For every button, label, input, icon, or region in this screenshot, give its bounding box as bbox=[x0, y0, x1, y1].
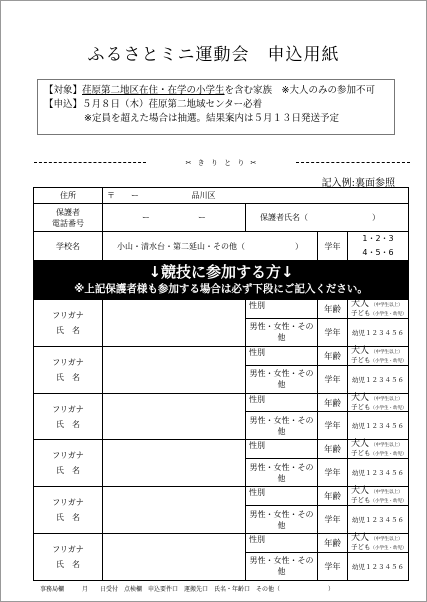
age-label: 年齢 bbox=[318, 300, 348, 319]
banner bbox=[34, 261, 409, 300]
gender-label: 性別 bbox=[246, 346, 318, 365]
banner-title: ↓競技に参加する方↓ bbox=[148, 263, 294, 281]
gender-label: 性別 bbox=[246, 440, 318, 459]
guardian-name-close: ） bbox=[372, 213, 380, 222]
cut-dash-right bbox=[296, 162, 410, 163]
adult-note: （中学生以上） bbox=[371, 443, 403, 449]
banner-subtitle: ※上記保護者様も参加する場合は必ず下段にご記入ください。 bbox=[74, 283, 368, 295]
name-label: 氏 名 bbox=[56, 513, 80, 523]
child-option bbox=[351, 544, 408, 552]
furigana-label: フリガナ bbox=[52, 357, 84, 367]
cut-label: ✂ き り と り ✂ bbox=[185, 159, 259, 167]
gender-options[interactable]: 男性・女性・その他 bbox=[246, 552, 318, 580]
furigana-label: フリガナ bbox=[52, 310, 84, 320]
adult-label: 大人 bbox=[351, 533, 370, 544]
address-field[interactable] bbox=[103, 188, 409, 204]
adult-note: （中学生以上） bbox=[371, 303, 403, 308]
guardian-label-1: 保護者 bbox=[56, 207, 80, 217]
school-options: 小山・清水台・第二延山・その他（ bbox=[117, 241, 245, 251]
participant-row bbox=[34, 534, 409, 553]
school-field[interactable] bbox=[103, 232, 318, 261]
gender-options[interactable]: 男性・女性・その他 bbox=[246, 506, 318, 534]
target-suffix: を含む家族 ※大人のみの参加不可 bbox=[224, 85, 375, 96]
guardian-name-label: 保護者氏名（ bbox=[260, 213, 308, 222]
age-label: 年齢 bbox=[318, 346, 348, 365]
child-note: （小学生・幼児） bbox=[370, 358, 407, 364]
name-label: 氏 名 bbox=[56, 325, 80, 335]
gender-options[interactable]: 男性・女性・その他 bbox=[246, 459, 318, 487]
gender-label: 性別 bbox=[246, 487, 318, 506]
grade-options[interactable]: 幼児１２３４５６ bbox=[348, 506, 409, 534]
child-label: 子ども bbox=[351, 355, 371, 364]
grade-options[interactable]: 幼児１２３４５６ bbox=[348, 552, 409, 580]
furigana-label: フリガナ bbox=[52, 498, 84, 508]
adult-label: 大人 bbox=[351, 392, 370, 403]
furigana-label: フリガナ bbox=[52, 545, 84, 555]
ward-label: 品川区 bbox=[191, 191, 216, 200]
age-options[interactable] bbox=[348, 534, 409, 553]
gender-options[interactable]: 男性・女性・その他 bbox=[246, 318, 318, 346]
gender-label: 性別 bbox=[246, 534, 318, 553]
participant-name-field[interactable] bbox=[103, 440, 246, 487]
application-form bbox=[33, 187, 409, 581]
note-line: ※定員を超えた場合は抽選。結果案内は５月１３日発送予定 bbox=[84, 113, 339, 124]
age-options[interactable] bbox=[348, 487, 409, 506]
school-close: ） bbox=[295, 241, 303, 251]
participant-name-field[interactable] bbox=[103, 534, 246, 581]
child-option bbox=[351, 404, 408, 412]
age-options[interactable] bbox=[348, 300, 409, 319]
participant-row bbox=[34, 393, 409, 412]
age-label: 年齢 bbox=[318, 534, 348, 553]
school-label: 学校名 bbox=[34, 232, 103, 261]
name-label: 氏 名 bbox=[56, 372, 80, 382]
guardian-label-2: 電話番号 bbox=[52, 218, 84, 228]
school-grade-label: 学年 bbox=[318, 232, 348, 261]
child-label: 子ども bbox=[351, 402, 371, 411]
participant-row bbox=[34, 487, 409, 506]
adult-label: 大人 bbox=[351, 345, 370, 356]
child-note: （小学生・幼児） bbox=[370, 546, 407, 552]
target-line bbox=[44, 84, 388, 98]
example-note: 記入例:裏面参照 bbox=[321, 178, 395, 189]
participant-label bbox=[34, 346, 103, 393]
child-label: 子ども bbox=[351, 449, 371, 458]
child-option bbox=[351, 497, 408, 505]
participant-row bbox=[34, 300, 409, 319]
phone-field[interactable] bbox=[103, 204, 246, 232]
grade-options[interactable]: 幼児１２３４５６ bbox=[348, 459, 409, 487]
form-title: ふるさとミニ運動会 申込用紙 bbox=[87, 45, 340, 65]
age-options[interactable] bbox=[348, 440, 409, 459]
grade-label: 学年 bbox=[318, 552, 348, 580]
age-options[interactable] bbox=[348, 393, 409, 412]
phone-dashes: ー ー bbox=[142, 213, 206, 222]
office-use-footer: 事務局欄 月 日受付 点検欄 申込要件口 運搬先口 氏名・年齢口 その他（ ） bbox=[40, 586, 335, 593]
participant-label bbox=[34, 534, 103, 581]
participant-name-field[interactable] bbox=[103, 346, 246, 393]
adult-note: （中学生以上） bbox=[371, 490, 403, 496]
child-label: 子ども bbox=[351, 496, 371, 505]
adult-note: （中学生以上） bbox=[371, 396, 403, 402]
adult-label: 大人 bbox=[351, 439, 370, 450]
child-label: 子ども bbox=[351, 308, 371, 317]
target-prefix: 【対象】 bbox=[44, 85, 83, 96]
child-option bbox=[351, 310, 408, 318]
apply-line: 【申込】５月８日（木）荏原第二地域センター必着 bbox=[44, 99, 263, 110]
gender-label: 性別 bbox=[246, 300, 318, 319]
child-note: （小学生・幼児） bbox=[370, 405, 407, 411]
grade-label: 学年 bbox=[318, 318, 348, 346]
grade-label: 学年 bbox=[318, 506, 348, 534]
grades-1: 1・2・3 bbox=[362, 234, 394, 243]
furigana-label: フリガナ bbox=[52, 404, 84, 414]
furigana-label: フリガナ bbox=[52, 451, 84, 461]
participant-row bbox=[34, 440, 409, 459]
cut-line bbox=[34, 158, 410, 168]
grade-options[interactable]: 幼児１２３４５６ bbox=[348, 412, 409, 440]
address-row bbox=[34, 188, 409, 204]
age-options[interactable] bbox=[348, 346, 409, 365]
adult-note: （中学生以上） bbox=[371, 537, 403, 543]
age-label: 年齢 bbox=[318, 487, 348, 506]
grade-label: 学年 bbox=[318, 459, 348, 487]
child-option bbox=[351, 357, 408, 365]
participant-name-field[interactable] bbox=[103, 300, 246, 347]
participant-name-field[interactable] bbox=[103, 393, 246, 440]
name-label: 氏 名 bbox=[56, 466, 80, 476]
grade-label: 学年 bbox=[318, 365, 348, 393]
school-grade-options[interactable] bbox=[348, 232, 409, 261]
grade-label: 学年 bbox=[318, 412, 348, 440]
postal-mark: 〒 ー bbox=[107, 191, 139, 200]
info-box bbox=[37, 79, 395, 135]
child-note: （小学生・幼児） bbox=[370, 452, 407, 458]
school-row bbox=[34, 232, 409, 261]
age-label: 年齢 bbox=[318, 393, 348, 412]
child-note: （小学生・幼児） bbox=[370, 311, 407, 317]
gender-options[interactable]: 男性・女性・その他 bbox=[246, 365, 318, 393]
adult-label: 大人 bbox=[351, 299, 370, 309]
age-label: 年齢 bbox=[318, 440, 348, 459]
adult-note: （中学生以上） bbox=[371, 349, 403, 355]
guardian-row bbox=[34, 204, 409, 232]
participant-name-field[interactable] bbox=[103, 487, 246, 534]
guardian-name-field[interactable] bbox=[246, 204, 409, 232]
name-label: 氏 名 bbox=[56, 560, 80, 570]
gender-label: 性別 bbox=[246, 393, 318, 412]
child-option bbox=[351, 450, 408, 458]
adult-label: 大人 bbox=[351, 486, 370, 497]
banner-row bbox=[34, 261, 409, 300]
address-label: 住所 bbox=[34, 188, 103, 204]
participant-label bbox=[34, 440, 103, 487]
child-note: （小学生・幼児） bbox=[370, 499, 407, 505]
grade-options[interactable]: 幼児１２３４５６ bbox=[348, 318, 409, 346]
grades-2: 4・5・6 bbox=[362, 248, 394, 257]
participant-label bbox=[34, 487, 103, 534]
gender-options[interactable]: 男性・女性・その他 bbox=[246, 412, 318, 440]
guardian-label bbox=[34, 204, 103, 232]
grade-options[interactable]: 幼児１２３４５６ bbox=[348, 365, 409, 393]
target-underlined: 荏原第二地区在住・在学の小学生 bbox=[82, 85, 225, 96]
participant-label bbox=[34, 393, 103, 440]
participant-row bbox=[34, 346, 409, 365]
name-label: 氏 名 bbox=[56, 419, 80, 429]
participant-label bbox=[34, 300, 103, 347]
child-label: 子ども bbox=[351, 543, 371, 552]
